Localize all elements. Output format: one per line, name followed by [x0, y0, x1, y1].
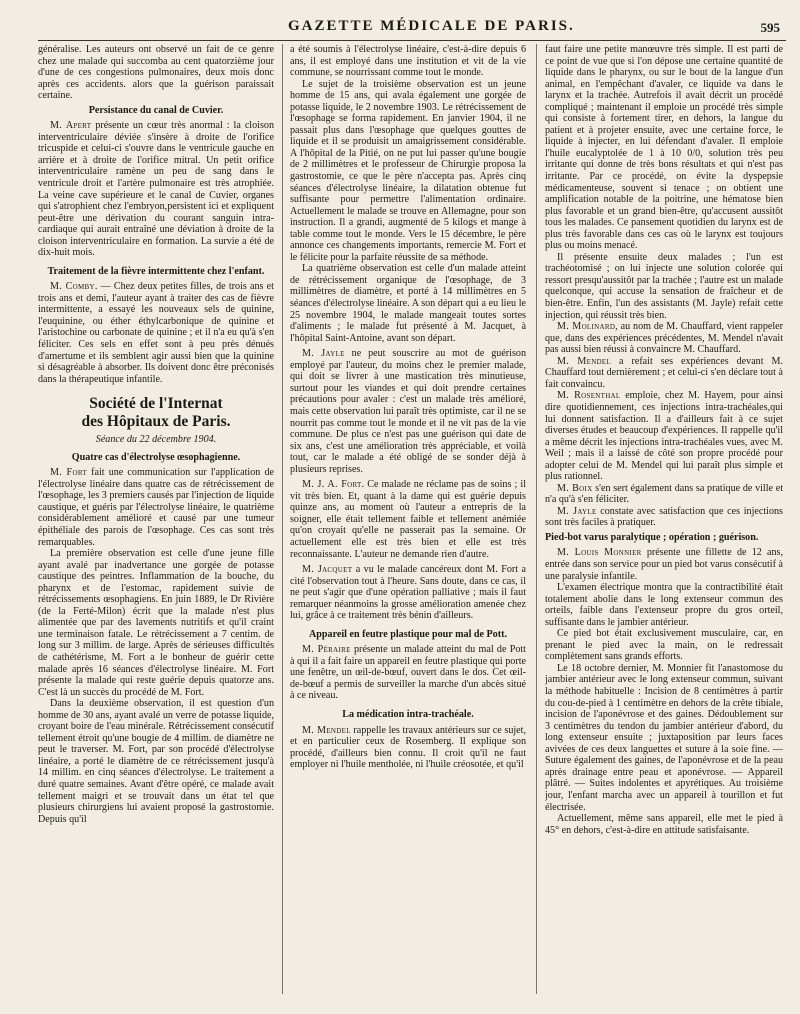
session-date: Séance du 22 décembre 1904. — [95, 434, 217, 446]
column-3 — [545, 44, 783, 1008]
journal-title: GAZETTE MÉDICALE DE PARIS. — [288, 18, 575, 34]
paragraph: Le 18 octobre dernier, M. Monnier fit l'anastomose du jambier antérieur avec le long extenseur commun, suivant la méthode habituelle : Incision de 8 centimètres à partir du cou-de-pied à 1 centimètre en dehors de la crête tibiale, incision de l'aponévrose et des gaines. Dédoublement sur 3 centimètres du tendon du jambier antérieur d'abord, du long extenseur ensuite ; juxtaposition par leurs faces avivées de ces deux languettes et suture à la soie fine. — Suture également des gaines, de l'aponévrose et de la peau après drainage entre peau et aponévrose. — Appareil plâtré. — Suites indolentes et apyrétiques. Au troisième jour, l'enfant marcha avec un appareil à tourillon et fut électrisée. — [545, 662, 783, 813]
paragraph: M. Apert présente un cœur très anormal : la cloison interventriculaire déviée s'insère à droite de l'orifice tricuspide et celui-ci s'ouvre dans le ventricule gauche en arrière et à droite de l'orifice mitral. Un petit orifice interventriculaire ramène un peu de sang dans le ventricule droit et l'artère pulmonaire est très atrophiée. La veine cave supérieure et le canal de Cuvier, organes qui s'atrophient chez l'embryon,persistent ici et expliquent peut-être une dérivation du courant sanguin intra-cardiaque qui aurait entraîné une déviation à droite de la cloison interventriculaire en formation. La survie a été de dix-huit mois. — [38, 120, 274, 259]
section-heading: La médication intra-trachéale. — [342, 709, 474, 721]
section-heading: Traitement de la fièvre intermittente chez l'enfant. — [47, 265, 265, 277]
speaker-name: M. Mendel — [302, 724, 351, 736]
speaker-name: M. Mendel — [557, 355, 612, 367]
paragraph: L'examen électrique montra que la contractibilité était totalement abolie dans le long extenseur commun des orteils, faible dans l'extenseur propre du gros orteil, suffisante dans le jambier antérieur. — [545, 582, 783, 628]
column-1 — [38, 44, 274, 1008]
paragraph: faut faire une petite manœuvre très simple. Il est parti de ce point de vue que si l'on dépose une certaine quantité de liquide dans le pharynx, ou sur le bout de la langue d'un animal, en l'empêchant d'avaler, ce liquide va dans le larynx et la trachée. Autrefois il avait décrit un procédé compliqué ; maintenant il emploie un procédé très simple qui consiste à fortement tirer, en dehors, la langue du patient et à projeter ensuite, avec une certaine force, le liquide à injecter, en lui défendant d'avaler. Il emploie l'huile eucalyptolée de 1 à 10 0/0, solution très peu irritante qui donne de très bons résultats et qui n'est pas irritante. Par ce procédé, on évite la dyspepsie médicamenteuse, souvent si tenace ; on obtient une amplification notable de la poitrine, une hématose bien plus favorable et un grand bien-être, qu'accusent aussitôt tous les malades. Ce pansement quotidien du larynx est de plus très favorable dans ces cas où le larynx est toujours plus ou moins menacé. — [545, 44, 783, 252]
paragraph: généralise. Les auteurs ont observé un fait de ce genre chez une malade qui succomba au cent quatorzième jour d'une de ces congestions pulmonaires, deux mois donc après ces accidents. alors que la guérison paraissait certaine. — [38, 44, 274, 102]
column-divider — [282, 44, 283, 994]
page-number: 595 — [760, 20, 780, 35]
speaker-name: M. Comby — [50, 281, 95, 293]
paragraph: Le sujet de la troisième observation est un jeune homme de 15 ans, qui avala également une gorgée de potasse liquide, le 2 novembre 1903. Le rétrécissement de l'œsophage se forma rapidement. En janvier 1904, il ne passait plus dans l'œsophage que quelques gouttes de liquide et il se produisit un amaigrissement considérable. A l'hôpital de la Pitié, on ne put lui passer qu'une bougie de 2 millimètres et le professeur de Chirurgie proposa la gastrostomie, ce que le père n'accepta pas. Après cinq séances d'électrolyse linéaire, la dilatation obtenue fut suffisante pour permettre l'alimentation ordinaire. Actuellement le malade se trouve en Allemagne, pour son instruction. Il a grandi, augmenté de 5 kilogs et mange à table comme tout le monde. Vers le 15 décembre, le père annonce ces changements importants, remercie M. Fort et le félicite pour la parfaite réussite de sa méthode. — [290, 78, 526, 263]
speaker-name: M. Jayle — [302, 348, 345, 360]
paragraph: M. Mendel a refait ses expériences devant M. Chauffard tout dernièrement ; et celui-ci s'en déclare tout à fait convaincu. — [545, 355, 783, 390]
paragraph: La première observation est celle d'une jeune fille ayant avalé par inadvertance une gorgée de potasse caustique des peintres. Inflammation de la bouche, du pharynx et de l'estomac, rapidement suivie de rétrécissements œsophagiens. En juin 1889, le Dr Rivière (de la Ferté-Milon) écrit que la malade n'est plus alimentée que par des lavements nutritifs et qu'il craint une terminaison fatale. Le rétrécissement a 7 centim. de long sur 3 millim. de large. Après de sérieuses difficultés de cathétérisme, M. Fort a le bonheur de guérir cette malade après 16 séances d'électrolyse linéaire. M. Fort présente la malade qui reste guérie depuis quatorze ans. C'est là un succès du procédé de M. Fort. — [38, 548, 274, 698]
paragraph: M. Jayle ne peut souscrire au mot de guérison employé par l'auteur, du moins chez le premier malade, qui doit se livrer à une mastication très minutieuse, surtout pour les viandes et qui doit prendre certaines précautions pour avaler : c'est un malade très amélioré, mais cette observation lui paraît très optimiste, car il ne se nourrit pas comme tout le monde et il ne vit pas de la vie commune. De plus ce n'est pas une guérison qui date de six ans, c'est une amélioration très appréciable, et voilà tout, car le malade a été obligé de se sonder déjà à plusieurs reprises. — [290, 348, 526, 475]
column-divider — [536, 44, 537, 994]
section-heading: Appareil en feutre plastique pour mal de Pott. — [309, 628, 507, 640]
paragraph: Il présente ensuite deux malades ; l'un est trachéotomisé ; on lui injecte une solution colorée qui ressort presqu'aussitôt par la trachée ; l'autre est un malade quelconque, qui accuse la sensation de fraîcheur et de bien-être. Enfin, l'un des assistants (M. Jayle) refait cette injection, qui réussit très bien. — [545, 251, 783, 321]
paragraph: M. Louis Monnier présente une fillette de 12 ans, entrée dans son service pour un pied bot varus consécutif à une paralysie infantile. — [545, 547, 783, 582]
speaker-name: M. Boix — [557, 482, 593, 494]
paragraph: M. J. A. Fort. Ce malade ne réclame pas de soins ; il vit très bien. Et, quant à la dame qui est guérie depuis quinze ans, au moment où l'auteur a entrepris de la soigner, elle était tellement faible et tellement anémiée qu'on croyait qu'elle ne passerait pas la semaine. Or actuellement elle est très bien et elle est très reconnaissante. L'auteur ne demande rien d'autre. — [290, 479, 526, 560]
paragraph: M. Rosenthal emploie, chez M. Hayem, pour ainsi dire quotidiennement, ces injections intra-trachéales,qui lui donnent satisfaction. Il a d'ailleurs fait à ce sujet diverses études et beaucoup d'expériences. Il rappelle qu'il a même décrit les injections intra-trachéales vues, avec M. Weil ; mais il a laissé de côté son propre procédé pour adopter celui de M. Mendel qui lui paraît plus simple et plus rationnel. — [545, 390, 783, 483]
speaker-name: M. Apert — [50, 120, 92, 132]
paragraph: M. Mendel rappelle les travaux antérieurs sur ce sujet, et en particulier ceux de Rosemberg. Il explique son procédé, d'ailleurs bien connu. Il croit qu'il ne faut employer ni l'huile mentholée, ni l'huile créosotée, et qu'il — [290, 724, 526, 771]
page-header — [38, 18, 786, 41]
paragraph: M. Péraire présente un malade atteint du mal de Pott à qui il a fait faire un appareil en feutre plastique qui porte une fenêtre, un œil-de-bœuf, ouvert dans le dos. Cet œil-de-bœuf a permis de surveiller la marche d'un abcès situé à ce niveau. — [290, 644, 526, 702]
society-heading: Société de l'Internat des Hôpitaux de Paris. — [81, 395, 231, 431]
speaker-name: M. Rosenthal — [557, 390, 621, 402]
paragraph: M. Jayle constate avec satisfaction que ces injections sont très faciles à pratiquer. — [545, 505, 783, 529]
speaker-name: M. Molinard — [557, 321, 616, 333]
column-2 — [290, 44, 526, 1008]
section-heading: Persistance du canal de Cuvier. — [88, 104, 224, 116]
speaker-name: M. Louis Monnier — [557, 547, 642, 559]
paragraph: M. Boix s'en sert également dans sa pratique de ville et n'a qu'à s'en féliciter. — [545, 482, 783, 506]
paragraph: M. Fort fait une communication sur l'application de l'électrolyse linéaire dans quatre cas de rétrécissement de l'œsophage, les 3 premiers causés par l'injection de liquide caustique, et guéris par l'électrolyse linéaire, le quatrième considérablement amélioré et causé par une tumeur épithéliale des parois de l'œsophage. Ces cas sont très remarquables. — [38, 467, 274, 548]
paragraph: M. Jacquet a vu le malade cancéreux dont M. Fort a cité l'observation tout à l'heure. Sans doute, dans ce cas, il ne peut s'agir que d'une opération palliative ; mais il faut remarquer néanmoins la grosse amélioration amenée chez lui, grâce à ce traitement très bénin d'ailleurs. — [290, 564, 526, 622]
speaker-name: M. Jayle — [557, 505, 597, 517]
speaker-name: M. Péraire — [302, 644, 351, 656]
paragraph: a été soumis à l'électrolyse linéaire, c'est-à-dire depuis 6 ans, il est employé dans une institution et vit de la vie commune, se nourrissant comme tout le monde. — [290, 44, 526, 79]
speaker-name: M. Fort — [50, 467, 87, 479]
paragraph: Actuellement, même sans appareil, elle met le pied à 45° en dehors, c'est-à-dire en attitude satisfaisante. — [545, 813, 783, 836]
paragraph: M. Molinard, au nom de M. Chauffard, vient rappeler que, dans des expériences précédentes, M. Mendel n'avait pas aussi bien réussi à convaincre M. Chauffard. — [545, 321, 783, 356]
paragraph: Dans la deuxième observation, il est question d'un homme de 30 ans, ayant avalé un verre de potasse liquide, croyant boire de l'eau minérale. Rétrécissement consécutif tellement étroit qu'une bougie de 4 millim. de diamètre ne peut le traverser. M. Fort, par son procédé d'électrolyse linéaire, a porté le diamètre de ce rétrécissement jusqu'à 14 millim. en cinq séances d'électrolyse. Le traitement a duré quatre semaines. Avant d'être opéré, ce malade avait tellement maigri et se trouvait dans un état tel que plusieurs chirurgiens lui avaient proposé la gastrostomie. Depuis qu'il — [38, 698, 274, 825]
paragraph: M. Comby. — Chez deux petites filles, de trois ans et trois ans et demi, l'auteur ayant à traiter des cas de fièvre intermittente, a essayé les nouveaux sels de quinine, l'euquinine, ou éther éthylcarbonique de quinine et l'aristochine ou carbonate de quinine ; et il n'a eu qu'à s'en féliciter. Ces sels en effet sont à peu près dénués d'amertume et ils semblent agir aussi bien que la quinine si désagréable à absorber. Ils doivent donc être préconisés dans la thérapeutique infantile. — [38, 281, 274, 385]
speaker-name: M. Jacquet — [302, 564, 353, 576]
section-heading: Pied-bot varus paralytique ; opération ; guérison. — [545, 531, 759, 543]
section-heading: Quatre cas d'électrolyse œsophagienne. — [71, 451, 241, 463]
paragraph: La quatrième observation est celle d'un malade atteint de rétrécissement organique de l'œsophage, de 3 millimètres de diamètre, et porté à 14 millimètres en 5 séances d'électrolyse linéaire. A son départ qui a eu lieu le 25 novembre 1904, le malade mangeait toutes sortes d'aliments ; le malade fut présenté à M. Jacquet, à l'hôpital Saint-Antoine, avant son départ. — [290, 263, 526, 344]
paragraph: Ce pied bot était exclusivement musculaire, car, en prenant le pied avec la main, on le redressait complètement sans grands efforts. — [545, 628, 783, 663]
speaker-name: M. J. A. Fort — [302, 479, 362, 491]
